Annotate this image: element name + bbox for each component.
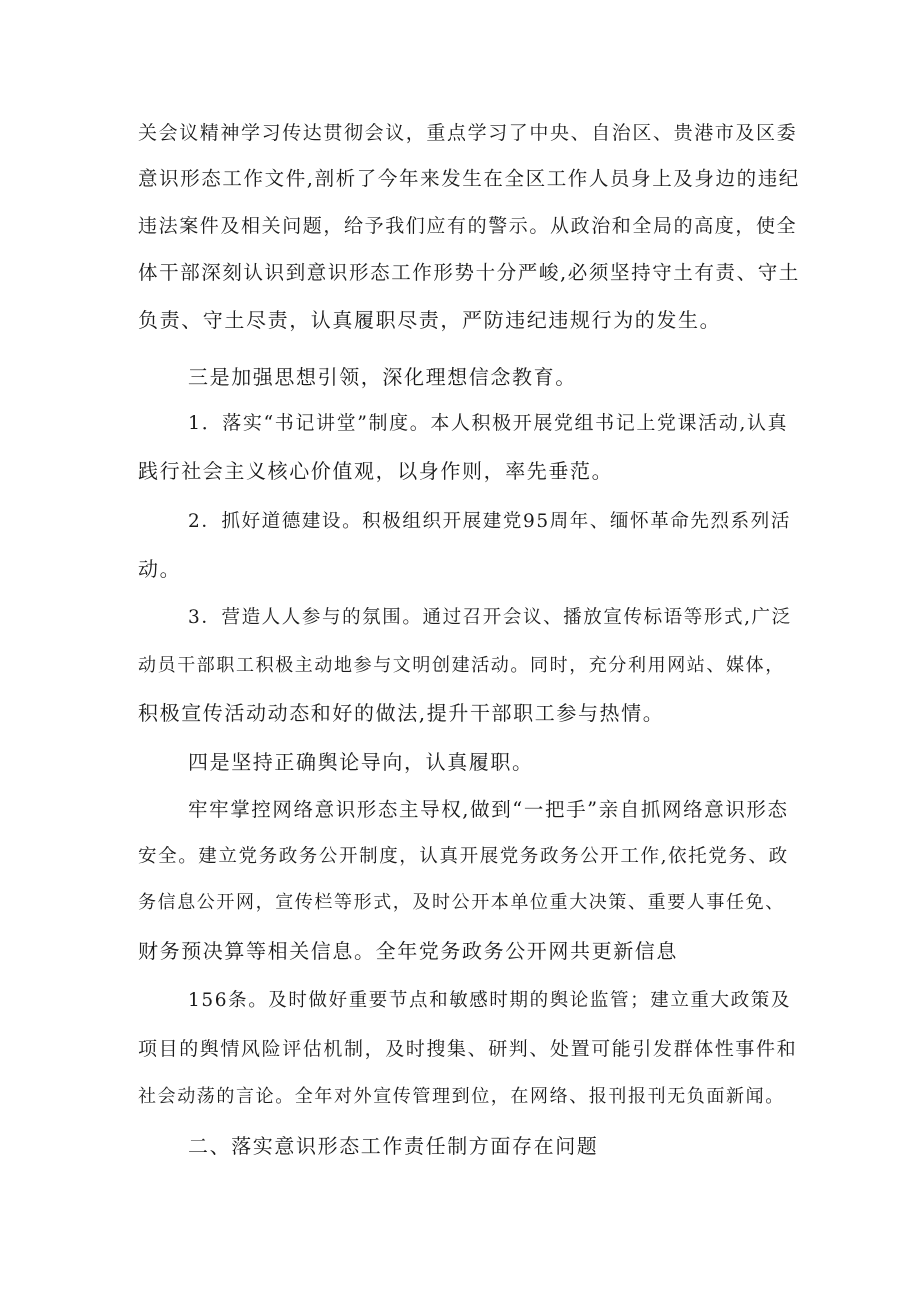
text-line: 项目的舆情风险评估机制，及时搜集、研判、处置可能引发群体性事件和 [138, 1038, 798, 1060]
text-line: 体干部深刻认识到意识形态工作形势十分严峻,必须坚持守土有责、守土 [138, 261, 800, 284]
list-item-text: 3．营造人人参与的氛围。通过召开会议、播放宣传标语等形式,广泛 [188, 607, 792, 628]
text-line: 积极宣传活动动态和好的做法,提升干部职工参与热情。 [138, 701, 665, 725]
text-line: 156条。及时做好重要节点和敏感时期的舆论监管；建立重大政策及 [188, 990, 791, 1011]
text-line: 负责、守土尽责，认真履职尽责，严防违纪违规行为的发生。 [138, 308, 722, 332]
list-item-text: 2．抓好道德建设。积极组织开展建党95周年、缅怀革命先烈系列活 [188, 511, 791, 532]
text-line: 关会议精神学习传达贯彻会议，重点学习了中央、自治区、贵港市及区委 [138, 122, 798, 144]
text-line: 安全。建立党务政务公开制度，认真开展党务政务公开工作,依托党务、政 [138, 846, 789, 867]
section-heading: 四是坚持正确舆论导向，认真履职。 [188, 750, 534, 774]
section-heading: 三是加强思想引领，深化理想信念教育。 [188, 365, 577, 389]
text-line: 践行社会主义核心价值观，以身作则，率先垂范。 [138, 459, 614, 483]
list-item-text: 1．落实“书记讲堂”制度。本人积极开展党组书记上党课活动,认真 [188, 412, 789, 434]
text-line: 财务预决算等相关信息。全年党务政务公开网共更新信息 [138, 939, 678, 963]
text-line: 动。 [138, 557, 182, 581]
text-line: 动员干部职工积极主动地参与文明创建活动。同时，充分利用网站、媒体， [138, 655, 785, 676]
text-line: 牢牢掌控网络意识形态主导权,做到“一把手”亲自抓网络意识形态 [188, 798, 789, 821]
section-heading: 二、落实意识形态工作责任制方面存在问题 [188, 1134, 599, 1158]
text-line: 社会动荡的言论。全年对外宣传管理到位，在网络、报刊报刊无负面新闻。 [138, 1086, 785, 1107]
text-line: 违法案件及相关问题，给予我们应有的警示。从政治和全局的高度，使全 [138, 215, 798, 237]
text-line: 务信息公开网，宣传栏等形式，及时公开本单位重大决策、重要人事任免、 [138, 892, 785, 913]
text-line: 意识形态工作文件,剖析了今年来发生在全区工作人员身上及身边的违纪 [138, 167, 800, 190]
